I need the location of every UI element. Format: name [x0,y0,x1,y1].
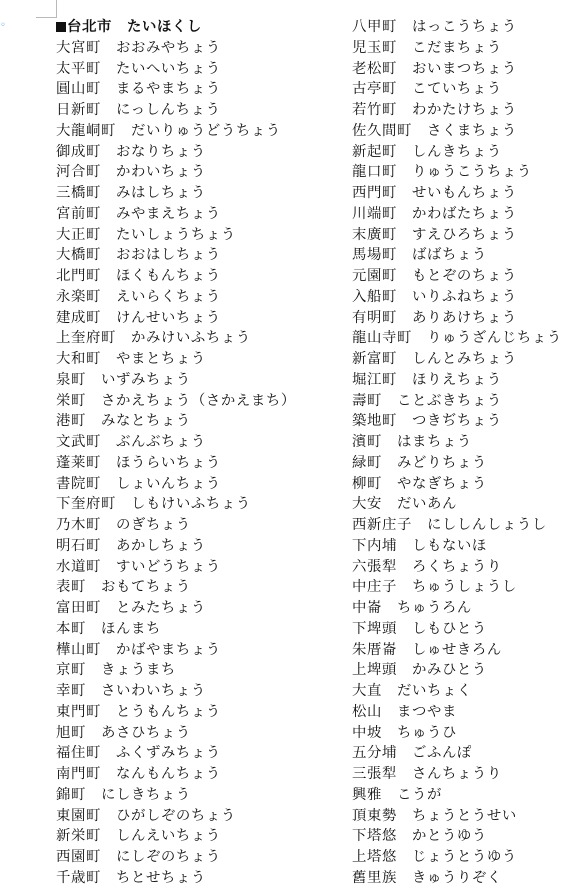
right-list-item: 堀江町 ほりえちょう [352,371,502,388]
right-list-item: 末廣町 すえひろちょう [352,226,517,243]
left-list-item: 河合町 かわいちょう [56,164,206,181]
right-list-item: 有明町 ありあけちょう [352,309,517,326]
left-list-item: 富田町 とみたちょう [56,600,206,616]
left-list-item: 南門町 なんもんちょう [56,766,221,782]
heading-text: 台北市 たいほくし [67,19,202,35]
black-square-icon [56,22,66,32]
left-list-item: 上奎府町 かみけいふちょう [56,330,251,347]
left-list-item: 本町 ほんまち [56,620,161,637]
left-column [56,17,316,889]
left-list-item: 港町 みなとちょう [56,413,191,430]
right-list-item: 壽町 ことぶきちょう [352,392,502,409]
left-list-item: 文武町 ぶんぶちょう [56,434,206,450]
right-list-item: 若竹町 わかたけちょう [352,102,517,118]
right-column [352,17,585,889]
right-list-item: 築地町 つきぢちょう [352,413,502,430]
left-list-item: 書院町 しょいんちょう [56,475,221,492]
left-list-item: 大橋町 おおはしちょう [56,247,221,264]
left-list-item: 東園町 ひがしぞのちょう [56,807,236,824]
page-corner-guide-horizontal [36,17,56,18]
right-list-item: 古亭町 こていちょう [352,81,502,98]
left-list-item: 永楽町 えいらくちょう [56,288,221,305]
left-list-item: 新栄町 しんえいちょう [56,828,221,845]
right-list-item: 上塔悠 じょうとうゆう [352,849,517,865]
right-list-item: 五分埔 ごふんぽ [352,745,472,762]
right-list-item: 元園町 もとぞのちょう [352,268,517,284]
left-list-item: 乃木町 のぎちょう [56,517,191,533]
left-list-item: 建成町 けんせいちょう [56,309,221,326]
left-list-item: 大正町 たいしょうちょう [56,226,236,243]
right-list-item: 川端町 かわばたちょう [352,205,517,222]
right-list-item: 下埤頭 しもひとう [352,620,487,637]
left-list-item: 太平町 たいへいちょう [56,60,221,77]
left-list [56,38,316,889]
right-list-item: 入船町 いりふねちょう [352,288,517,305]
right-list-item: 八甲町 はっこうちょう [352,19,517,35]
left-list-item: 錦町 にしきちょう [56,786,191,803]
left-list-item: 福住町 ふくずみちょう [56,745,221,762]
left-list-item: 大宮町 おおみやちょう [56,39,221,56]
left-list-item: 表町 おもてちょう [56,579,191,596]
left-list-item: 蓬莱町 ほうらいちょう [56,454,221,471]
right-list-item: 新起町 しんきちょう [352,143,502,160]
left-list-item: 東門町 とうもんちょう [56,703,221,720]
left-list-item: 大和町 やまとちょう [56,351,206,367]
right-list-item: 老松町 おいまつちょう [352,60,517,77]
right-list-item: 下塔悠 かとうゆう [352,828,487,845]
right-list-item: 中坡 ちゅうひ [352,724,457,741]
right-list-item: 児玉町 こだまちょう [352,39,502,56]
left-list-item: 旭町 あさひちょう [56,724,191,741]
right-list-item: 西門町 せいもんちょう [352,185,517,201]
right-list-item: 朱厝崙 しゅせきろん [352,641,502,658]
left-list-item: 西園町 にしぞのちょう [56,849,221,865]
right-list-item: 龍口町 りゅうこうちょう [352,164,532,181]
right-list-item: 馬場町 ばばちょう [352,247,487,264]
right-list-item: 大直 だいちょく [352,683,472,699]
right-list-item: 西新庄子 にししんしょうし [352,517,547,533]
right-list [352,17,585,889]
page-corner-guide-vertical [56,0,57,18]
left-list-item: 三橋町 みはしちょう [56,185,206,201]
right-list-item: 濱町 はまちょう [352,434,472,450]
left-list-item: 千歳町 ちとせちょう [56,869,206,886]
left-list-item: 栄町 さかえちょう（さかえまち） [56,392,296,409]
left-list-item: 宮前町 みやまえちょう [56,205,221,222]
left-list-item: 樺山町 かばやまちょう [56,641,221,658]
right-list-item: 舊里族 きゅうりぞく [352,869,502,886]
right-list-item: 三張犁 さんちょうり [352,766,502,782]
left-list-item: 御成町 おなりちょう [56,143,206,160]
right-list-item: 新富町 しんとみちょう [352,351,517,367]
right-list-item: 中庄子 ちゅうしょうし [352,579,517,596]
right-list-item: 龍山寺町 りゅうざんじちょう [352,330,562,347]
left-list-item: 下奎府町 しもけいふちょう [56,496,251,513]
left-list-item: 日新町 にっしんちょう [56,102,221,118]
left-list-item: 水道町 すいどうちょう [56,558,221,575]
left-list-item: 幸町 さいわいちょう [56,683,206,699]
right-list-item: 柳町 やなぎちょう [352,475,487,492]
left-list-item: 大龍峒町 だいりゅうどうちょう [56,122,281,139]
right-list-item: 興雅 こうが [352,786,442,803]
left-list-item: 泉町 いずみちょう [56,371,191,388]
right-list-item: 大安 だいあん [352,496,457,513]
left-list-item: 明石町 あかしちょう [56,537,206,554]
left-list-item: 圓山町 まるやまちょう [56,81,221,98]
right-list-item: 松山 まつやま [352,703,457,720]
right-list-item: 佐久間町 さくまちょう [352,122,517,139]
right-list-item: 緑町 みどりちょう [352,454,487,471]
right-list-item: 頂東勢 ちょうとうせい [352,807,517,824]
paragraph-marker-icon: ◦ [0,20,6,31]
left-list-item: 北門町 ほくもんちょう [56,268,221,284]
right-list-item: 下内埔 しもないほ [352,537,487,554]
left-list-item: 京町 きょうまち [56,662,176,679]
right-list-item: 中崙 ちゅうろん [352,600,472,616]
right-list-item: 六張犁 ろくちょうり [352,558,502,575]
document-heading [56,17,316,38]
right-list-item: 上埤頭 かみひとう [352,662,487,679]
